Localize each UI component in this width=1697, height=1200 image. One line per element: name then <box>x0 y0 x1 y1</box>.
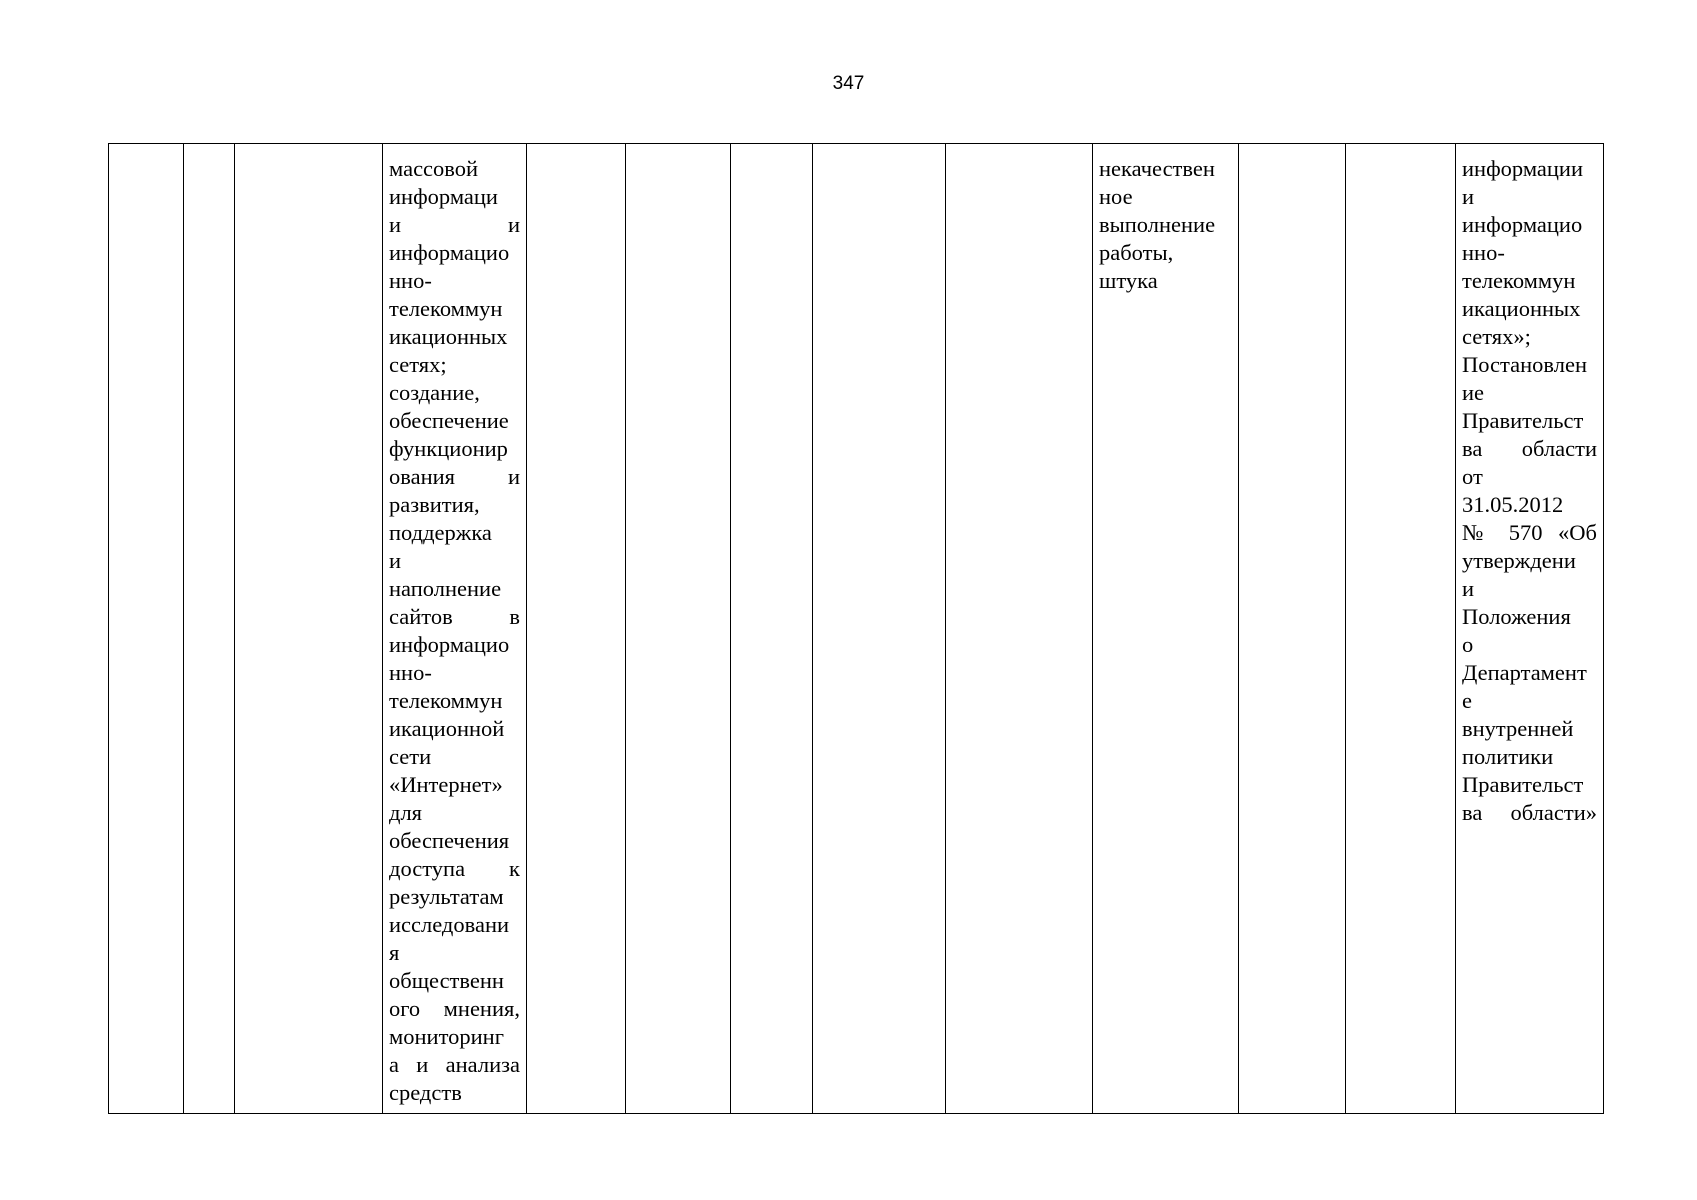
text-line: Положения <box>1462 604 1571 629</box>
page-number: 347 <box>832 73 865 94</box>
table-cell-col7 <box>731 144 813 1114</box>
text-line: и <box>1462 576 1475 601</box>
text-line: Правительст <box>1462 408 1584 433</box>
text-line: информации <box>1462 156 1584 181</box>
text-line: Правительст <box>1462 772 1584 797</box>
text-line: и <box>1462 184 1475 209</box>
text-line: сетях»; <box>1462 324 1531 349</box>
data-table <box>108 143 1604 1114</box>
text-line: работы, <box>1099 240 1174 265</box>
text-line: «Интернет» <box>389 772 503 797</box>
text-line: исследовани <box>389 912 510 937</box>
text-line: нно- <box>389 660 432 685</box>
text-line: и и <box>389 212 520 237</box>
text-line: массовой <box>389 156 479 181</box>
text-line: № 570 «Об <box>1462 520 1597 545</box>
text-line: создание, <box>389 380 480 405</box>
text-line: Департамент <box>1462 660 1587 685</box>
text-line: некачествен <box>1099 156 1215 181</box>
text-line: средств <box>389 1080 462 1105</box>
text-line: наполнение <box>389 576 502 601</box>
table-cell-col5 <box>527 144 626 1114</box>
text-line: сайтов в <box>389 604 520 629</box>
cell-text-col4 <box>389 155 520 1107</box>
table-cell-col6 <box>626 144 731 1114</box>
text-line: обеспечение <box>389 408 509 433</box>
table-cell-col2 <box>184 144 235 1114</box>
table-cell-col13 <box>1456 144 1604 1114</box>
text-line: сетях; <box>389 352 447 377</box>
text-line: ва области <box>1462 436 1597 461</box>
text-line: нно- <box>389 268 432 293</box>
text-line: е <box>1462 688 1472 713</box>
text-line: доступа к <box>389 856 520 881</box>
text-line: для <box>389 800 423 825</box>
text-line: ования и <box>389 464 520 489</box>
text-line: информацио <box>389 240 510 265</box>
text-line: и <box>389 548 402 573</box>
text-line: политики <box>1462 744 1554 769</box>
text-line: общественн <box>389 968 504 993</box>
text-line: поддержка <box>389 520 492 545</box>
text-line: обеспечения <box>389 828 510 853</box>
table-cell-col12 <box>1346 144 1456 1114</box>
text-line: утверждени <box>1462 548 1576 573</box>
table-cell-col10 <box>1093 144 1239 1114</box>
text-line: икационных <box>389 324 508 349</box>
table-cell-col9 <box>946 144 1093 1114</box>
text-line: ва области» <box>1462 800 1597 825</box>
text-line: информаци <box>389 184 498 209</box>
text-line: Постановлен <box>1462 352 1588 377</box>
table-cell-col11 <box>1239 144 1346 1114</box>
text-line: икационных <box>1462 296 1581 321</box>
text-line: ие <box>1462 380 1485 405</box>
text-line: 31.05.2012 <box>1462 492 1564 517</box>
text-line: информацио <box>389 632 510 657</box>
text-line: телекоммун <box>389 688 503 713</box>
table-row <box>109 144 1604 1114</box>
text-line: информацио <box>1462 212 1583 237</box>
text-line: функционир <box>389 436 508 461</box>
text-line: выполнение <box>1099 212 1216 237</box>
text-line: ого мнения, <box>389 996 520 1021</box>
cell-text-col10 <box>1099 155 1232 295</box>
table-cell-col8 <box>813 144 946 1114</box>
table-cell-col1 <box>109 144 184 1114</box>
text-line: я <box>389 940 400 965</box>
table-cell-col4 <box>383 144 527 1114</box>
text-line: от <box>1462 464 1483 489</box>
text-line: телекоммун <box>1462 268 1576 293</box>
table-cell-col3 <box>235 144 383 1114</box>
text-line: ное <box>1099 184 1133 209</box>
text-line: штука <box>1099 268 1158 293</box>
text-line: нно- <box>1462 240 1505 265</box>
text-line: а и анализа <box>389 1052 520 1077</box>
text-line: телекоммун <box>389 296 503 321</box>
text-line: мониторинг <box>389 1024 504 1049</box>
text-line: о <box>1462 632 1474 657</box>
cell-text-col13 <box>1462 155 1597 827</box>
text-line: икационной <box>389 716 505 741</box>
text-line: внутренней <box>1462 716 1574 741</box>
text-line: результатам <box>389 884 504 909</box>
text-line: развития, <box>389 492 480 517</box>
text-line: сети <box>389 744 432 769</box>
